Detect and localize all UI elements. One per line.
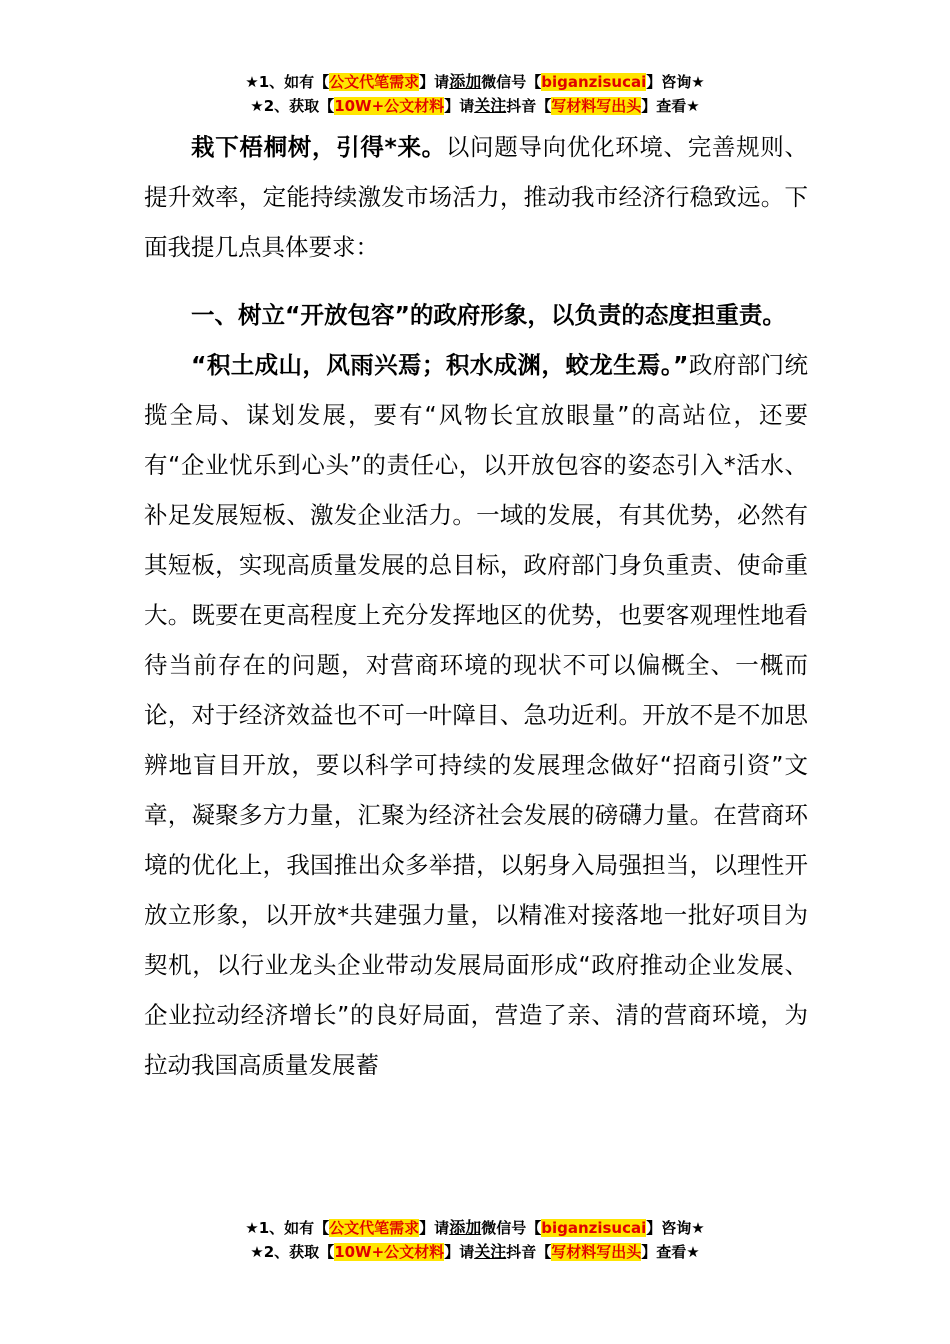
ad-highlight: biganzisucai [541,1219,647,1237]
ad-underline: 关注 [474,96,507,115]
bottom-ad-banner [0,1216,950,1264]
ad-text: 】咨询★ [646,73,705,91]
ad-text: ★1、如有【 [245,1219,330,1237]
ad-underline: 添加 [449,72,482,91]
ad-text: 抖音【 [506,97,552,115]
paragraph-intro [144,122,808,272]
ad-text: 】查看★ [641,1243,700,1261]
ad-text: 】咨询★ [646,1219,705,1237]
top-ad-banner [0,70,950,118]
paragraph-section-1 [144,340,808,1090]
ad-text: ★2、获取【 [250,97,335,115]
ad-underline: 添加 [449,1218,482,1237]
section-heading-1: 一、树立“开放包容”的政府形象，以负责的态度担重责。 [191,301,786,329]
ad-highlight: 公文代笔需求 [329,73,420,91]
ad-highlight: biganzisucai [541,73,647,91]
document-body [144,122,808,1090]
ad-text: 】请 [419,73,450,91]
ad-text: 】查看★ [641,97,700,115]
section-1-text: 政府部门统揽全局、谋划发展，要有“风物长宜放眼量”的高站位，还要有“企业忧乐到心头”的责任心，以开放包容的姿态引入*活水、补足发展短板、激发企业活力。一域的发展，有其优势，必然有其短板，实现高质量发展的总目标，政府部门身负重责、使命重大。既要在更高程度上充分发挥地区的优势，也要客观理性地看待当前存在的问题，对营商环境的现状不可以偏概全、一概而论，对于经济效益也不可一叶障目、急功近利。开放不是不加思辨地盲目开放，要以科学可持续的发展理念做好“招商引资”文章，凝聚多方力量，汇聚为经济社会发展的磅礴力量。在营商环境的优化上，我国推出众多举措，以躬身入局强担当，以理性开放立形象，以开放*共建强力量，以精准对接落地一批好项目为契机，以行业龙头企业带动发展局面形成“政府推动企业发展、企业拉动经济增长”的良好局面，营造了亲、清的营商环境，为拉动我国高质量发展蓄 [144,351,809,1079]
intro-lead: 栽下梧桐树，引得*来。 [191,133,446,161]
ad-text: 】请 [444,97,475,115]
ad-highlight: 写材料写出头 [551,1243,642,1261]
ad-line-2 [0,1240,950,1264]
ad-text: ★1、如有【 [245,73,330,91]
ad-underline: 关注 [474,1242,507,1261]
ad-text: 微信号【 [481,1219,542,1237]
ad-text: 】请 [444,1243,475,1261]
ad-line-1 [0,70,950,94]
ad-highlight: 公文代笔需求 [329,1219,420,1237]
quote-lead: “积土成山，风雨兴焉；积水成渊，蛟龙生焉。” [191,351,689,379]
ad-text: 抖音【 [506,1243,552,1261]
ad-highlight: 写材料写出头 [551,97,642,115]
ad-text: ★2、获取【 [250,1243,335,1261]
intro-text: 以问题导向优化环境、完善规则、提升效率，定能持续激发市场活力，推动我市经济行稳致远。下面我提几点具体要求： [144,133,808,261]
ad-highlight: 10W+公文材料 [334,97,445,115]
ad-text: 】请 [419,1219,450,1237]
ad-line-2 [0,94,950,118]
ad-line-1 [0,1216,950,1240]
ad-highlight: 10W+公文材料 [334,1243,445,1261]
ad-text: 微信号【 [481,73,542,91]
